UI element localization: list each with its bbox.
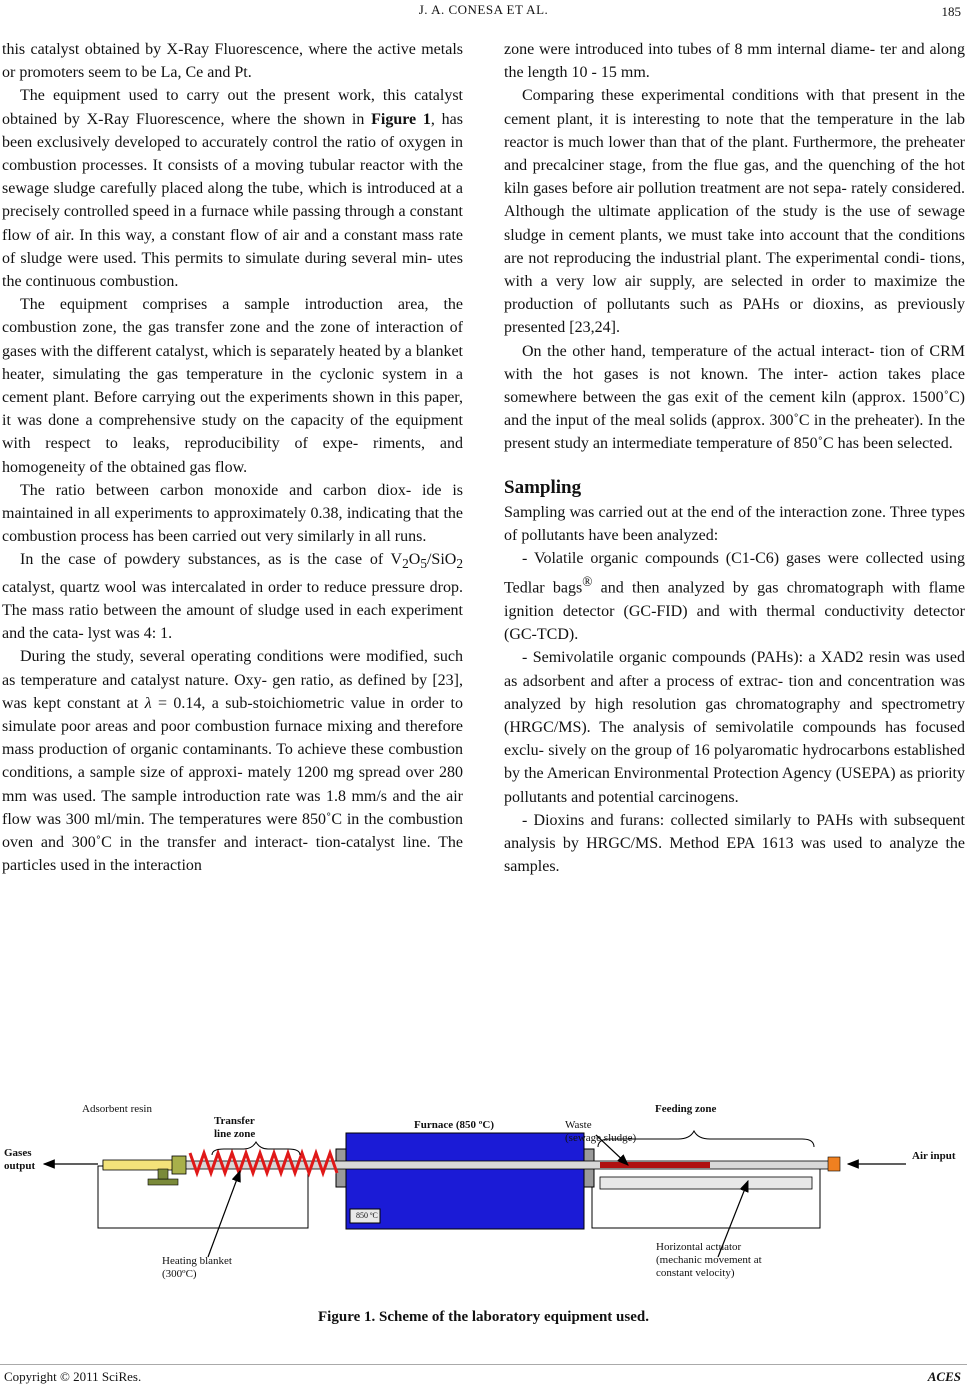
- label-feeding-zone: Feeding zone: [655, 1103, 717, 1115]
- label-gases-output: Gases output: [4, 1147, 36, 1172]
- section-heading: Sampling: [504, 476, 582, 498]
- paragraph: The equipment used to carry out the present work, this catalyst obtained by X-Ray Fluorescence, where the shown in Figure 1, has been exclusively developed to accurately control the ratio of oxygen in combustion processes. It consists of a moving tubular reactor with the sewage sludge carefully placed along the tube, which is introduced at a precisely controlled speed in a furnace while passing through a constant flow of air. In this way, a constant flow of air and a constant mass rate of sludge were used. This permits to simulate during several min- utes the continuous combustion.: [2, 87, 464, 291]
- paragraph: The equipment comprises a sample introduction area, the combustion zone, the gas transfer zone and the zone of interaction of gases with the different catalyst, which is separately heated by a blanket heater, simulating the gas temperature in the cyclonic system in a cement plant. Before carrying out the experiments shown in this paper, it was done a comprehensive study on the capacity of the equipment with respect to leaks, reproducibility of expe- riments, and homogeneity of the obtained gas flow.: [2, 296, 463, 476]
- paragraph: - Semivolatile organic compounds (PAHs): a XAD2 resin was used as adsorbent and after a process of extrac- tion and concentration was analyzed by high resolution gas chromatography and spectrometry (HRGC/MS). The analysis of semivolatile compounds has focused exclu- sively on the group of 16 polyaromatic hydrocarbons established by the American Environmental Protection Agency (USEPA) as priority pollutants and potential carcinogens.: [504, 649, 965, 806]
- figure-caption: Figure 1. Scheme of the laboratory equipment used.: [318, 1309, 649, 1325]
- adsorbent-resin: [103, 1160, 173, 1170]
- support-table-left: [98, 1166, 308, 1228]
- air-inlet-fitting: [828, 1157, 840, 1171]
- label-heating-blanket: Heating blanket (300ºC): [162, 1255, 232, 1280]
- label-horizontal-actuator: Horizontal actuator (mechanic movement at constant velocity): [656, 1241, 762, 1279]
- label-furnace: Furnace (850 ºC): [414, 1119, 495, 1131]
- paragraph: zone were introduced into tubes of 8 mm internal diame- ter and along the length 10 - 15 mm.: [504, 41, 965, 82]
- copyright: Copyright © 2011 SciRes.: [4, 1369, 142, 1384]
- equipment-diagram: [0, 1105, 967, 1305]
- paragraph: On the other hand, temperature of the actual interact- tion of CRM with the hot gases is not known. The inter- action takes place somewhere between the gas exit of the cement kiln (approx. 1500˚C) and the input of the meal solids (approx. 300˚C in the preheater). In the present study an intermediate temperature of 850˚C has been selected.: [504, 342, 965, 453]
- page-header: [0, 0, 967, 24]
- page-footer: [0, 1364, 967, 1387]
- paragraph: Sampling was carried out at the end of the interaction zone. Three types of pollutants have been analyzed:: [504, 503, 965, 545]
- sewage-sludge: [600, 1162, 710, 1168]
- label-transfer-line: Transfer line zone: [214, 1115, 256, 1140]
- equipment-figure: [0, 1105, 967, 1305]
- page-number: 185: [941, 4, 961, 19]
- paragraph: Comparing these experimental conditions with that present in the cement plant, it is interesting to note that the temperature in the lab reactor is much lower than that of the plant. Furthermore, the preheater and precalciner stage, from the flue gas, and the quenching of the hot kiln gases before air pollution treatment are not sepa- rately considered. Although the ultimate application of the study is the use of sewage sludge in cement plants, we must take into account that the conditions are not reproducing the industrial plant. The experimental condi- tions, with a very low air supply, are selected in order to maximize the production of pollutants such as PAHs or dioxins, as previously presented [23,24].: [504, 87, 965, 337]
- running-title: J. A. CONESA ET AL.: [418, 2, 549, 17]
- paragraph: In the case of powdery substances, as is the case of $V_2O_5/SiO_2$ catalyst, quartz wool was intercalated in order to reduce pressure drop. The mass ratio between the amount of sludge used in each experiment and the cata- lyst was 4: 1.: [2, 551, 463, 643]
- right-column: [504, 38, 965, 878]
- green-fitting: [172, 1156, 186, 1174]
- label-air-input: Air input: [912, 1150, 956, 1162]
- actuator-rail: [600, 1177, 812, 1189]
- paragraph: - Volatile organic compounds (C1-C6) gases were collected using Tedlar bags® and then analyzed by gas chromatograph with flame ignition detector (GC-FID) and with thermal conductivity detector (GC-TCD).: [504, 550, 966, 644]
- paragraph: The ratio between carbon monoxide and carbon diox- ide is maintained in all experiments to approximately 0.38, indicating that the combustion process has been carried out very similarly in all runs.: [2, 481, 463, 546]
- paragraph: - Dioxins and furans: collected similarly to PAHs with subsequent analysis by HRGC/MS. Method EPA 1613 was used to analyze the samples.: [504, 811, 965, 876]
- journal-name: ACES: [927, 1369, 961, 1384]
- left-column: [2, 38, 463, 878]
- furnace-body: [346, 1133, 584, 1229]
- label-waste: Waste (sewage sludge): [565, 1119, 637, 1144]
- label-adsorbent-resin: Adsorbent resin: [82, 1103, 152, 1115]
- label-display: 850 ºC: [356, 1211, 378, 1220]
- resin-holder: [148, 1179, 178, 1185]
- figure-reference: Figure 1: [371, 110, 431, 128]
- paragraph: During the study, several operating conditions were modified, such as temperature and catalyst nature. Oxy- gen ratio, as defined by [23], was kept constant at λ = 0.14, a sub-stoichiometric value in order to simulate poor areas and poor combustion furnace mixing and therefore mass production of organic contaminants. To achieve these combustion conditions, a sample size of approxi- mately 1200 mg spread over 280 mm was used. The sample introduction rate was 1.8 mm/s and the air flow was 300 ml/min. The temperatures were 850˚C in the combustion oven and 300˚C in the transfer and interact- tion-catalyst line. The particles used in the interaction: [2, 648, 463, 875]
- paragraph: this catalyst obtained by X-Ray Fluorescence, where the active metals or promoters seem to be La, Ce and Pt.: [2, 41, 463, 82]
